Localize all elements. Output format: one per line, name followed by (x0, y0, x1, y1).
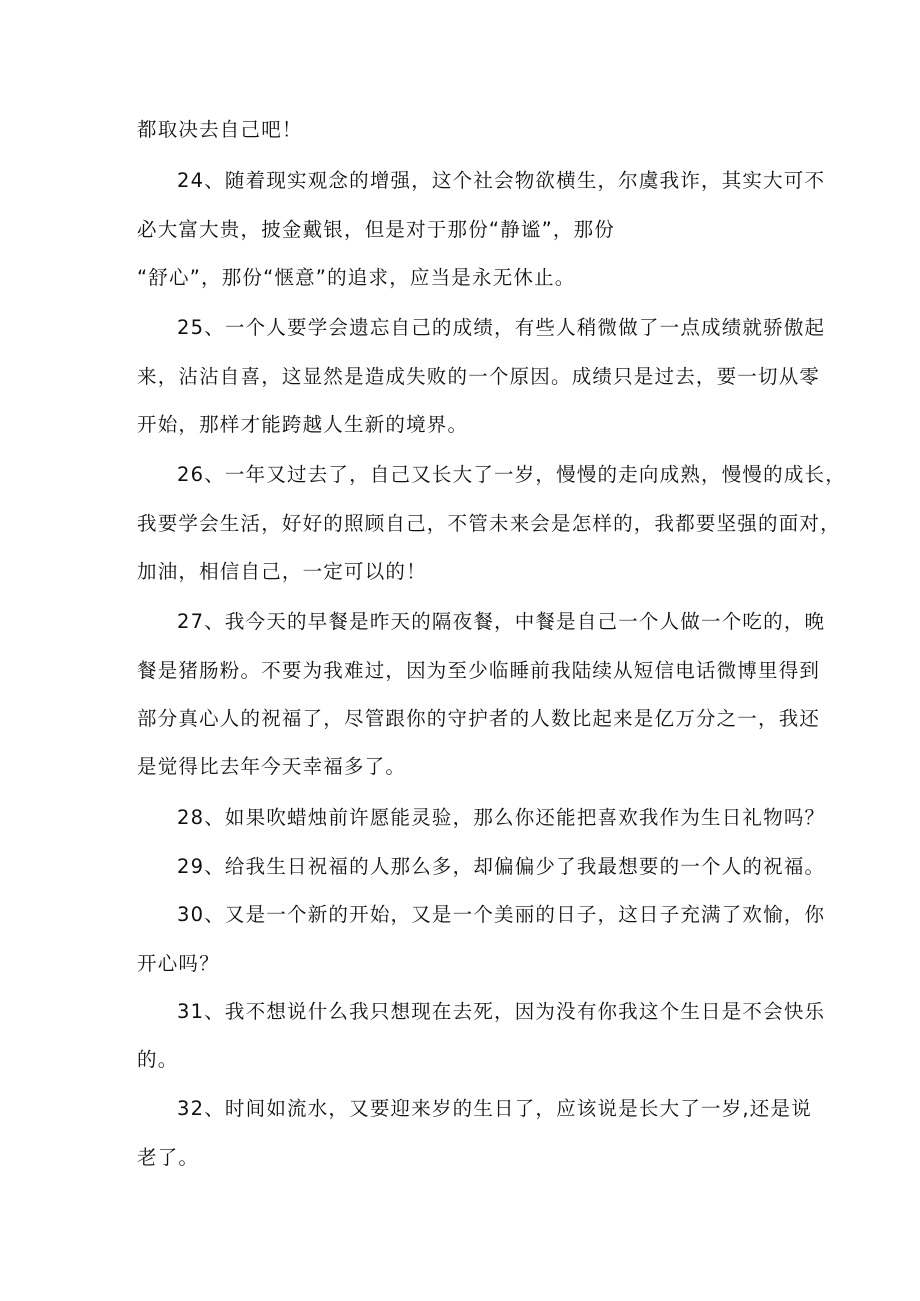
paragraph-27-line-3: 部分真心人的祝福了，尽管跟你的守护者的人数比起来是亿万分之一，我还 (137, 707, 821, 730)
paragraph-24-line-3: “舒心”，那份“惬意”的追求，应当是永无休止。 (137, 266, 576, 289)
paragraph-31-line-2: 的。 (137, 1048, 179, 1071)
paragraph-24-line-2: 必大富大贵，披金戴银，但是对于那份“静谧”，那份 (137, 218, 616, 241)
paragraph-26-line-1: 26、一年又过去了，自己又长大了一岁，慢慢的走向成熟，慢慢的成长， (177, 463, 846, 486)
paragraph-27-line-4: 是觉得比去年今天幸福多了。 (137, 755, 407, 778)
paragraph-28-line-1: 28、如果吹蜡烛前许愿能灵验，那么你还能把喜欢我作为生日礼物吗？ (177, 806, 826, 829)
paragraph-32-line-1: 32、时间如流水，又要迎来岁的生日了，应该说是长大了一岁,还是说 (177, 1097, 812, 1120)
paragraph-32-line-2: 老了。 (137, 1146, 200, 1169)
paragraph-27-line-2: 餐是猪肠粉。不要为我难过，因为至少临睡前我陆续从短信电话微博里得到 (137, 659, 821, 682)
paragraph-25-line-3: 开始，那样才能跨越人生新的境界。 (137, 413, 469, 436)
text-line: 都取决去自己吧！ (137, 118, 303, 141)
paragraph-26-line-3: 加油，相信自己，一定可以的！ (137, 560, 427, 583)
paragraph-30-line-1: 30、又是一个新的开始，又是一个美丽的日子，这日子充满了欢愉，你 (177, 903, 826, 926)
paragraph-27-line-1: 27、我今天的早餐是昨天的隔夜餐，中餐是自己一个人做一个吃的，晚 (177, 610, 826, 633)
paragraph-24-line-1: 24、随着现实观念的增强，这个社会物欲横生，尔虞我诈，其实大可不 (177, 169, 826, 192)
paragraph-26-line-2: 我要学会生活，好好的照顾自己，不管未来会是怎样的，我都要坚强的面对， (137, 512, 841, 535)
paragraph-30-line-2: 开心吗？ (137, 952, 220, 975)
paragraph-29-line-1: 29、给我生日祝福的人那么多，却偏偏少了我最想要的一个人的祝福。 (177, 855, 826, 878)
paragraph-25-line-1: 25、一个人要学会遗忘自己的成绩，有些人稍微做了一点成绩就骄傲起 (177, 316, 826, 339)
paragraph-31-line-1: 31、我不想说什么我只想现在去死，因为没有你我这个生日是不会快乐 (177, 1000, 826, 1023)
paragraph-25-line-2: 来，沾沾自喜，这显然是造成失败的一个原因。成绩只是过去，要一切从零 (137, 365, 821, 388)
